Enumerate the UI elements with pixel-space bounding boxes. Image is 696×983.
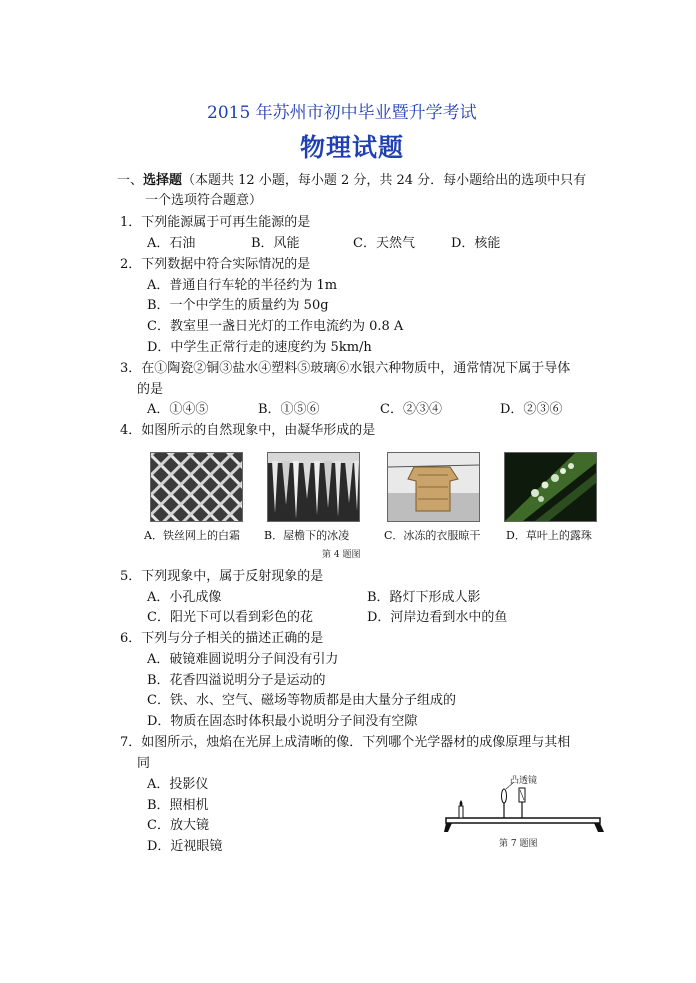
q7-stem-line2: 同: [137, 756, 151, 771]
q5-stem: 5．下列现象中，属于反射现象的是: [120, 569, 324, 584]
q6-option-d: D．物质在固态时体积最小说明分子间没有空隙: [147, 714, 418, 729]
section-heading: [117, 172, 586, 190]
q4-stem: 4．如图所示的自然现象中，由凝华形成的是: [120, 423, 376, 438]
q3-option-c: C．②③④: [380, 402, 442, 417]
frozen-clothes-image: [387, 452, 480, 522]
q5-option-d: D．河岸边看到水中的鱼: [367, 610, 508, 625]
q3-option-a: A．①④⑤: [147, 402, 209, 417]
q7-option-a: A．投影仪: [147, 777, 209, 792]
q4-caption-a: A．铁丝网上的白霜: [144, 529, 240, 542]
q5-option-b: B．路灯下形成人影: [367, 590, 481, 605]
q1-option-a: A．石油: [147, 236, 196, 251]
q7-lens-label: 凸透镜: [510, 776, 538, 786]
q7-option-d: D．近视眼镜: [147, 839, 223, 854]
q4-figure-label: 第 4 题图: [322, 550, 361, 560]
q5-option-a: A．小孔成像: [147, 590, 222, 605]
q6-option-b: B．花香四溢说明分子是运动的: [147, 673, 326, 688]
q3-option-d: D．②③⑥: [500, 402, 563, 417]
q1-option-c: C．天然气: [353, 236, 415, 251]
q2-option-b: B．一个中学生的质量约为 50g: [147, 298, 329, 313]
q7-option-c: C．放大镜: [147, 818, 209, 833]
icicles-image: [267, 452, 360, 522]
q3-stem: 3．在①陶瓷②铜③盐水④塑料⑤玻璃⑥水银六种物质中，通常情况下属于导体: [120, 361, 571, 376]
q1-stem: 1．下列能源属于可再生能源的是: [120, 215, 311, 230]
q3-option-b: B．①⑤⑥: [258, 402, 320, 417]
q2-option-a: A．普通自行车轮的半径约为 1m: [147, 278, 338, 293]
frost-wire-mesh-image: [150, 452, 243, 522]
q6-option-a: A．破镜难圆说明分子间没有引力: [147, 652, 339, 667]
section-description-line2: 一个选项符合题意）: [145, 193, 263, 208]
q3-stem-line2: 的是: [137, 382, 164, 397]
q1-option-d: D．核能: [451, 236, 501, 251]
q4-caption-c: C．冰冻的衣服晾干: [384, 529, 481, 542]
q7-stem: 7．如图所示，烛焰在光屏上成清晰的像．下列哪个光学器材的成像原理与其相: [120, 735, 571, 750]
subject-title: 物理试题: [300, 133, 405, 162]
exam-title: 2015 年苏州市初中毕业暨升学考试: [207, 103, 477, 123]
section-number: 一、: [117, 173, 144, 188]
section-name: 选择题: [143, 173, 183, 188]
q7-figure-label: 第 7 题图: [499, 839, 538, 849]
q2-option-c: C．教室里一盏日光灯的工作电流约为 0.8 A: [147, 319, 404, 334]
q4-caption-d: D．草叶上的露珠: [506, 529, 592, 542]
q2-option-d: D．中学生正常行走的速度约为 5km/h: [147, 340, 372, 355]
q7-option-b: B．照相机: [147, 798, 209, 813]
q6-option-c: C．铁、水、空气、磁场等物质都是由大量分子组成的: [147, 693, 456, 708]
q1-option-b: B．风能: [251, 236, 300, 251]
q2-stem: 2．下列数据中符合实际情况的是: [120, 257, 311, 272]
section-description: （本题共 12 小题，每小题 2 分，共 24 分．每小题给出的选项中只有: [182, 173, 587, 188]
q4-caption-b: B．屋檐下的冰凌: [264, 529, 350, 542]
dew-on-grass-image: [504, 452, 597, 522]
q5-option-c: C．阳光下可以看到彩色的花: [147, 610, 313, 625]
q6-stem: 6．下列与分子相关的描述正确的是: [120, 631, 324, 646]
